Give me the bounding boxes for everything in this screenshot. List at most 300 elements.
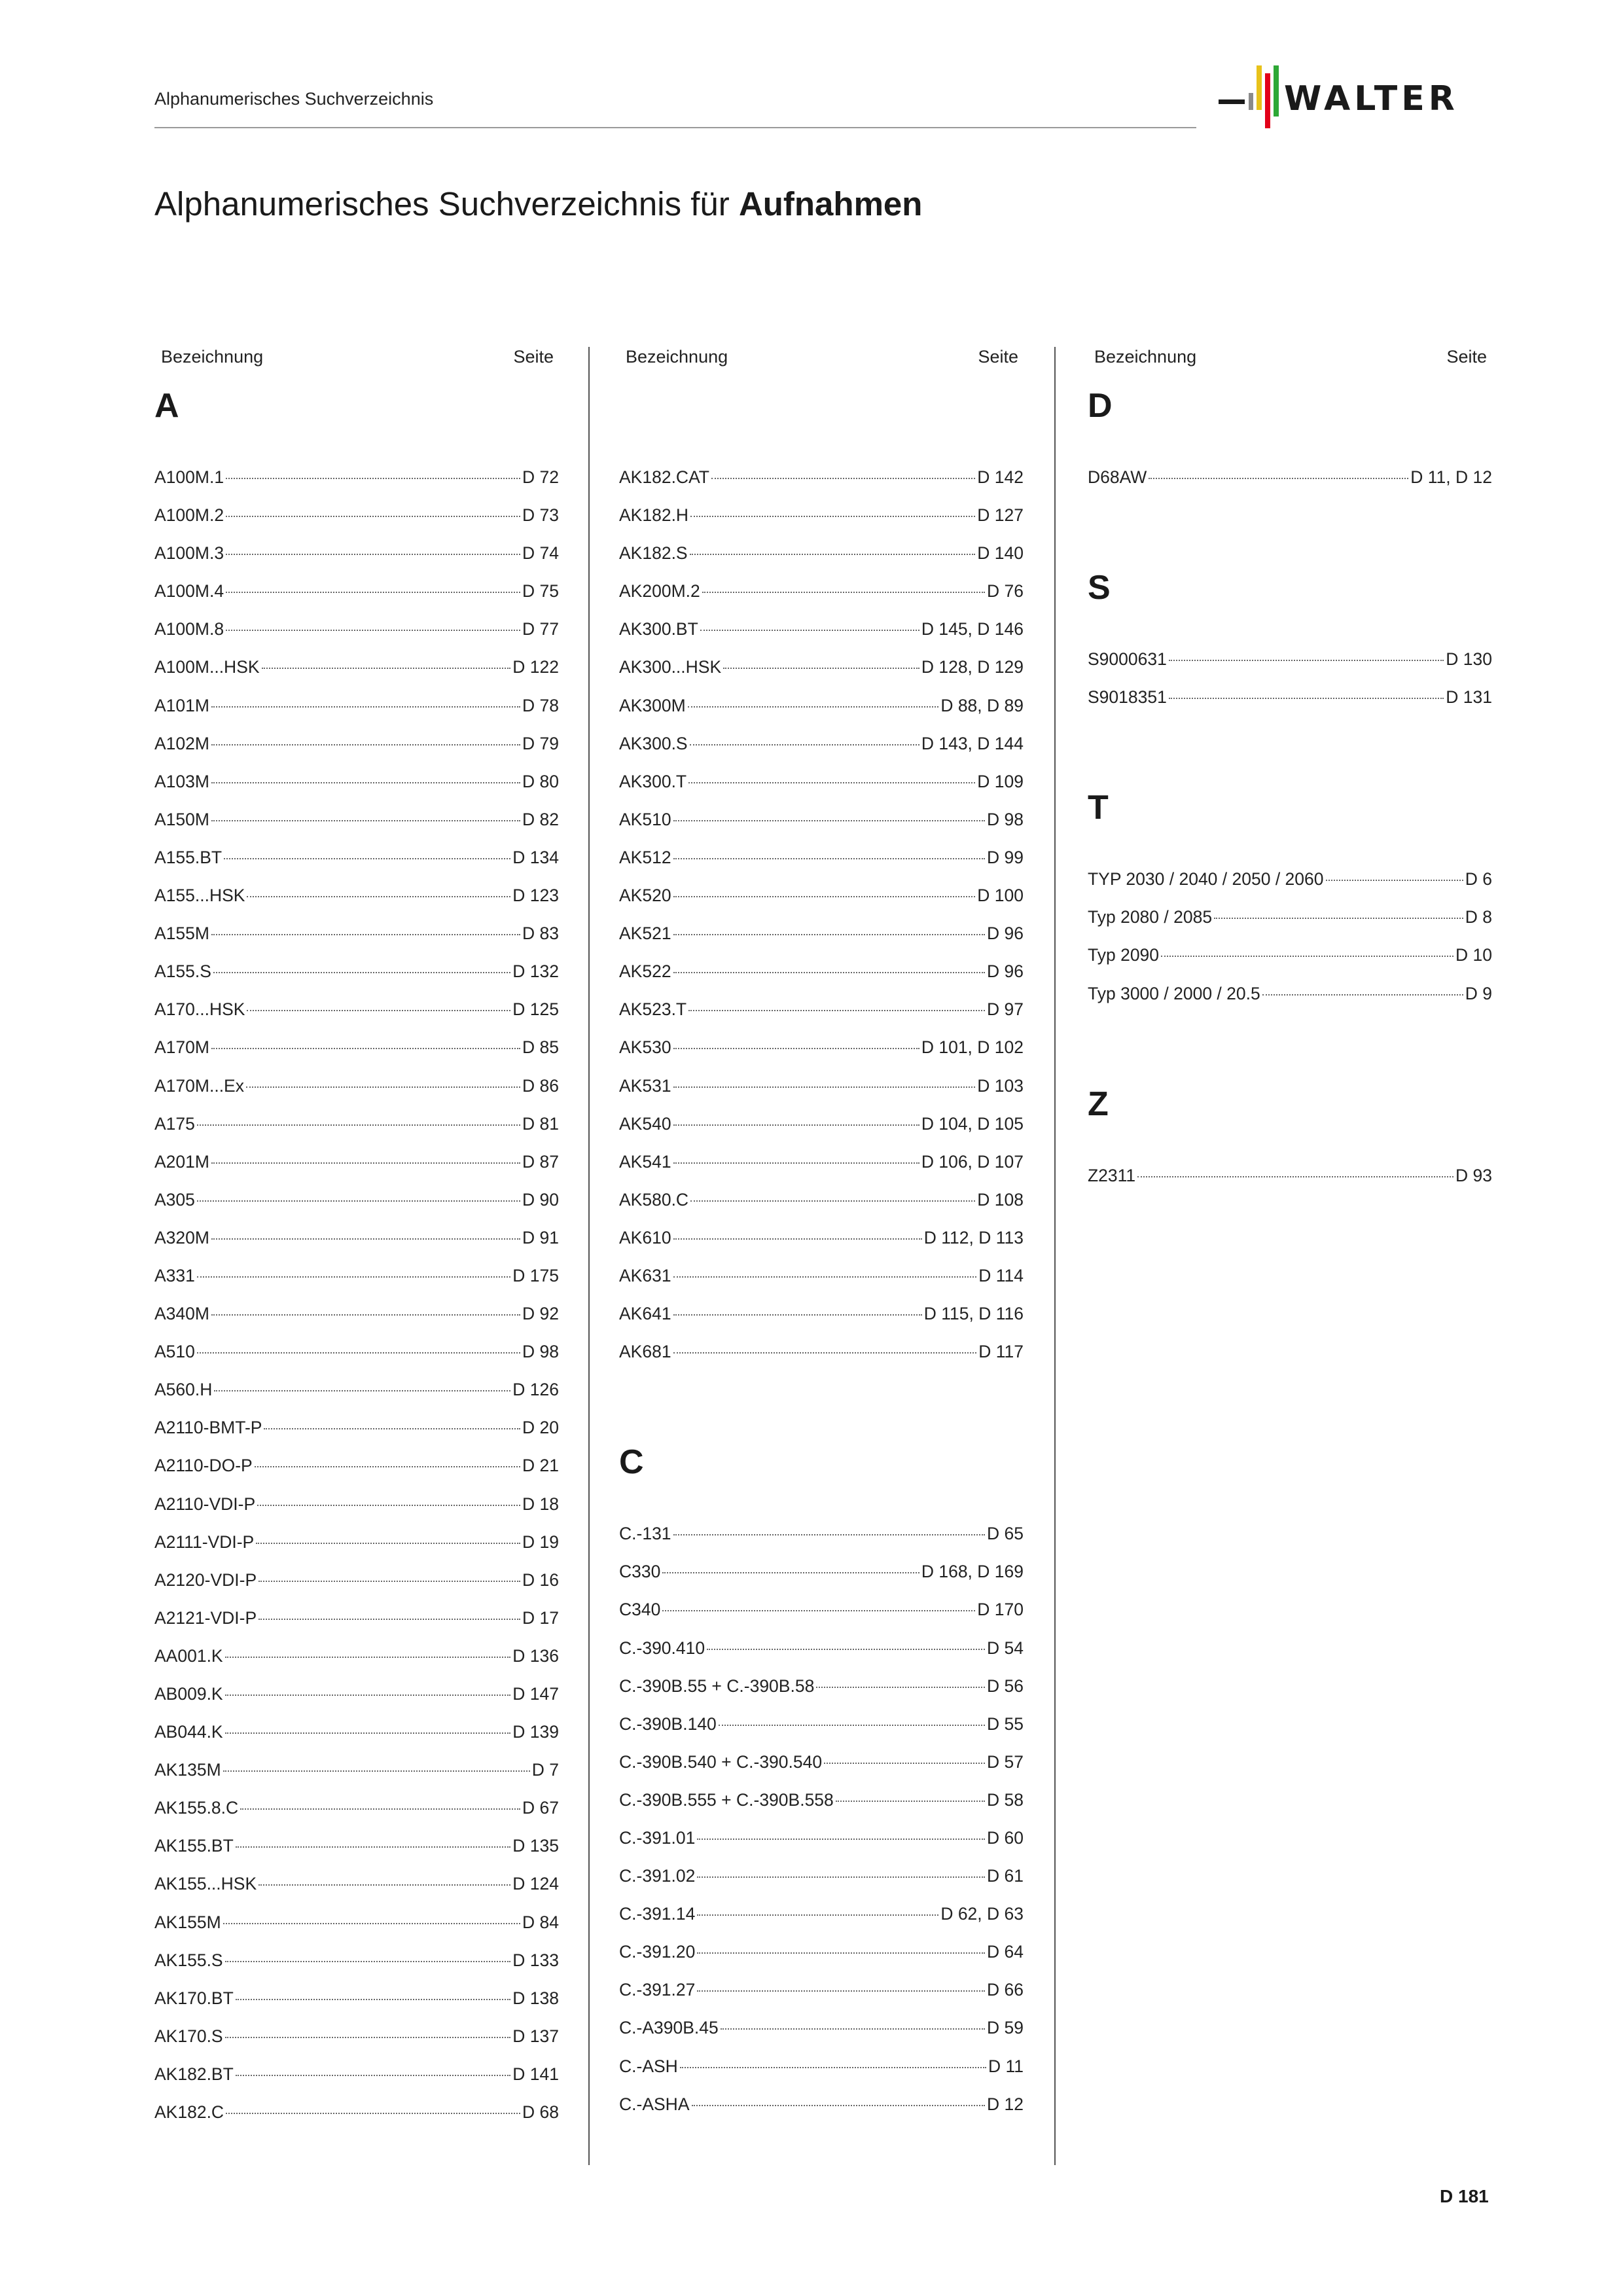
column-header-page: Seite [513, 346, 554, 367]
leader-dots [673, 1086, 976, 1088]
leader-dots [673, 1314, 922, 1316]
leader-dots [259, 1884, 510, 1886]
section-letter: Z [1088, 1085, 1109, 1123]
index-entry [154, 924, 559, 961]
entry-name: A170M...Ex [154, 1075, 244, 1096]
entry-name: AK531 [619, 1075, 671, 1096]
entry-name: C330 [619, 1562, 661, 1582]
entry-name: AK580.C [619, 1189, 689, 1210]
index-entry [154, 1570, 559, 1608]
leader-dots [223, 1770, 530, 1772]
leader-dots [259, 1581, 520, 1582]
entry-name: A100M.4 [154, 581, 224, 601]
leader-dots [211, 706, 520, 708]
logo-bar-green [1274, 65, 1279, 117]
entry-page: D 98 [522, 1342, 559, 1362]
entry-page: D 84 [522, 1912, 559, 1932]
column-header [154, 340, 559, 373]
index-entry [154, 1722, 559, 1760]
entry-name: C.-390.410 [619, 1638, 705, 1658]
index-entry [1088, 1166, 1492, 1204]
entry-name: A100M.8 [154, 619, 224, 639]
entry-page: D 130 [1446, 649, 1492, 670]
index-entry [619, 1638, 1024, 1676]
entry-page: D 125 [512, 999, 559, 1020]
entry-page: D 138 [512, 1988, 559, 2008]
index-entry [1088, 869, 1492, 907]
entry-name: AK182.BT [154, 2064, 234, 2084]
index-entry [154, 467, 559, 505]
logo-text: WALTER [1284, 79, 1459, 118]
index-entry [619, 1190, 1024, 1228]
entry-page: D 142 [977, 467, 1024, 487]
leader-dots [673, 820, 985, 821]
index-entry [154, 1608, 559, 1646]
index-entry [619, 810, 1024, 848]
entry-name: AK170.S [154, 2026, 223, 2046]
leader-dots [673, 972, 985, 973]
index-entry [154, 543, 559, 581]
leader-dots [236, 2075, 510, 2076]
entry-page: D 91 [522, 1227, 559, 1247]
leader-dots [255, 1466, 520, 1467]
entry-name: AK300.S [619, 733, 688, 753]
leader-dots [226, 478, 520, 479]
entry-name: AK610 [619, 1227, 671, 1247]
entry-name: AK155.8.C [154, 1798, 239, 1818]
column-header-page: Seite [1446, 346, 1487, 367]
entry-page: D 86 [522, 1075, 559, 1096]
entry-name: A100M...HSK [154, 657, 260, 677]
index-entry [619, 1790, 1024, 1828]
entry-name: C.-391.02 [619, 1866, 696, 1886]
entry-page: D 106, D 107 [921, 1151, 1024, 1172]
entry-page: D 72 [522, 467, 559, 487]
leader-dots [673, 1352, 977, 1354]
leader-dots [211, 1162, 520, 1164]
index-entry [619, 657, 1024, 695]
leader-dots [1262, 994, 1463, 996]
entry-name: AK182.S [619, 543, 688, 564]
leader-dots [262, 668, 511, 669]
index-entry [154, 657, 559, 695]
entry-name: A2120-VDI-P [154, 1570, 257, 1590]
index-entry [619, 1114, 1024, 1152]
index-entry [154, 1342, 559, 1380]
entry-page: D 131 [1446, 687, 1492, 708]
index-entry [619, 1562, 1024, 1600]
column-body [154, 373, 559, 2140]
section-letter: T [1088, 789, 1109, 827]
index-entry [619, 1752, 1024, 1790]
entry-page: D 100 [977, 886, 1024, 906]
leader-dots [690, 554, 976, 555]
entry-name: C.-131 [619, 1524, 671, 1544]
entry-page: D 80 [522, 771, 559, 791]
entry-page: D 137 [512, 2026, 559, 2046]
leader-dots [197, 1352, 520, 1354]
entry-page: D 77 [522, 619, 559, 639]
leader-dots [1137, 1176, 1454, 1177]
index-column-1 [154, 340, 559, 2140]
entry-page: D 83 [522, 924, 559, 944]
entry-page: D 103 [977, 1075, 1024, 1096]
entry-page: D 87 [522, 1151, 559, 1172]
entry-name: AK540 [619, 1113, 671, 1134]
index-entry [619, 886, 1024, 924]
entry-page: D 16 [522, 1570, 559, 1590]
leader-dots [247, 1010, 510, 1011]
entry-page: D 126 [512, 1380, 559, 1400]
entry-page: D 136 [512, 1645, 559, 1666]
leader-dots [824, 1763, 985, 1764]
header-title: Alphanumerisches Suchverzeichnis [154, 89, 434, 109]
leader-dots [1149, 478, 1408, 479]
leader-dots [688, 782, 975, 783]
entry-page: D 109 [977, 771, 1024, 791]
leader-dots [211, 1238, 520, 1240]
index-section [1088, 775, 1492, 1021]
leader-dots [702, 592, 985, 593]
index-entry [154, 1836, 559, 1874]
header-divider [154, 127, 1196, 128]
entry-page: D 56 [987, 1676, 1024, 1696]
logo-bar-yellow [1257, 65, 1262, 110]
leader-dots [211, 934, 520, 935]
leader-dots [673, 1238, 922, 1240]
entry-name: C.-390B.55 + C.-390B.58 [619, 1676, 815, 1696]
entry-page: D 147 [512, 1684, 559, 1704]
leader-dots [697, 1876, 985, 1878]
leader-dots [246, 1086, 520, 1088]
entry-name: Z2311 [1088, 1165, 1136, 1185]
leader-dots [226, 2113, 520, 2114]
entry-page: D 55 [987, 1713, 1024, 1734]
column-header [619, 340, 1024, 373]
entry-name: Typ 2080 / 2085 [1088, 907, 1213, 927]
page-title-bold: Aufnahmen [738, 185, 923, 223]
entry-name: AK641 [619, 1304, 671, 1324]
entry-name: D68AW [1088, 467, 1147, 487]
leader-dots [226, 630, 520, 631]
leader-dots [197, 1276, 510, 1278]
index-entry [154, 1798, 559, 1836]
leader-dots [264, 1428, 520, 1429]
entry-page: D 104, D 105 [921, 1113, 1024, 1134]
entry-name: A2121-VDI-P [154, 1607, 257, 1628]
index-entry [154, 810, 559, 848]
leader-dots [211, 1314, 520, 1316]
leader-dots [1214, 918, 1463, 919]
index-entry [154, 1266, 559, 1304]
entry-page: D 128, D 129 [921, 657, 1024, 677]
entry-name: C340 [619, 1600, 661, 1620]
entry-page: D 141 [512, 2064, 559, 2084]
index-entry [154, 886, 559, 924]
walter-logo [1219, 59, 1493, 131]
entry-name: AK300M [619, 695, 686, 715]
entry-page: D 81 [522, 1113, 559, 1134]
leader-dots [673, 934, 985, 935]
index-entry [154, 1304, 559, 1342]
index-entry [619, 2094, 1024, 2132]
leader-dots [226, 554, 520, 555]
column-header-name: Bezeichnung [161, 346, 264, 367]
leader-dots [680, 2067, 986, 2068]
index-entry [619, 848, 1024, 886]
index-section [1088, 555, 1492, 725]
entry-name: A100M.3 [154, 543, 224, 564]
entry-page: D 133 [512, 1950, 559, 1970]
entry-page: D 12 [987, 2094, 1024, 2114]
leader-dots [211, 782, 520, 783]
leader-dots [240, 1808, 520, 1810]
index-entry [154, 1912, 559, 1950]
index-entry [619, 1342, 1024, 1380]
index-entry [1088, 649, 1492, 687]
leader-dots [692, 2105, 986, 2106]
leader-dots [1169, 698, 1444, 699]
index-entry [154, 2026, 559, 2064]
index-entry [1088, 945, 1492, 983]
entry-page: D 122 [512, 657, 559, 677]
entry-name: AK523.T [619, 999, 687, 1020]
entry-page: D 73 [522, 505, 559, 526]
index-entry [154, 1228, 559, 1266]
leader-dots [697, 1914, 938, 1916]
column-header-name: Bezeichnung [1094, 346, 1197, 367]
entry-page: D 64 [987, 1942, 1024, 1962]
leader-dots [836, 1801, 985, 1802]
entry-name: Typ 3000 / 2000 / 20.5 [1088, 983, 1260, 1003]
entry-page: D 57 [987, 1751, 1024, 1772]
entry-page: D 96 [987, 961, 1024, 982]
leader-dots [673, 1048, 919, 1049]
entry-name: AK300.T [619, 771, 687, 791]
entry-page: D 11, D 12 [1410, 467, 1492, 487]
entry-page: D 114 [978, 1265, 1024, 1285]
leader-dots [257, 1505, 520, 1506]
leader-dots [721, 2028, 985, 2030]
leader-dots [719, 1725, 985, 1726]
entry-page: D 168, D 169 [921, 1562, 1024, 1582]
leader-dots [224, 858, 510, 859]
entry-page: D 123 [512, 886, 559, 906]
entry-page: D 54 [987, 1638, 1024, 1658]
index-entry [619, 1828, 1024, 1866]
entry-name: AK155M [154, 1912, 221, 1932]
index-section [619, 1429, 1024, 2132]
entry-page: D 10 [1455, 945, 1492, 965]
entry-name: AK512 [619, 847, 671, 867]
leader-dots [688, 706, 939, 708]
leader-dots [673, 896, 976, 897]
leader-dots [197, 1200, 520, 1202]
index-entry [619, 696, 1024, 734]
entry-page: D 21 [522, 1456, 559, 1476]
entry-name: AA001.K [154, 1645, 223, 1666]
page-title [154, 185, 922, 223]
entry-page: D 68 [522, 2102, 559, 2123]
index-entry [619, 1980, 1024, 2018]
entry-name: AK510 [619, 809, 671, 829]
entry-name: AK521 [619, 924, 671, 944]
entry-page: D 108 [977, 1189, 1024, 1210]
index-entry [1088, 907, 1492, 945]
entry-page: D 98 [987, 809, 1024, 829]
index-entry [154, 1988, 559, 2026]
index-entry [1088, 687, 1492, 725]
index-entry [154, 1380, 559, 1418]
index-entry [154, 619, 559, 657]
entry-name: A305 [154, 1189, 195, 1210]
entry-name: C.-391.27 [619, 1980, 696, 2000]
leader-dots [226, 592, 520, 593]
entry-page: D 18 [522, 1494, 559, 1514]
entry-page: D 96 [987, 924, 1024, 944]
leader-dots [259, 1619, 520, 1620]
entry-page: D 92 [522, 1304, 559, 1324]
entry-name: S9000631 [1088, 649, 1167, 670]
index-entry [619, 543, 1024, 581]
entry-page: D 140 [977, 543, 1024, 564]
logo-bar-red [1265, 73, 1270, 128]
index-entry [154, 1076, 559, 1114]
leader-dots [256, 1543, 520, 1544]
index-entry [154, 1760, 559, 1798]
index-section [154, 373, 559, 2140]
leader-dots [697, 1990, 985, 1992]
index-entry [619, 999, 1024, 1037]
entry-name: C.-A390B.45 [619, 2018, 719, 2038]
index-entry [619, 2056, 1024, 2094]
leader-dots [723, 668, 919, 669]
entry-name: A101M [154, 695, 209, 715]
leader-dots [816, 1687, 985, 1688]
column-body [619, 373, 1024, 2132]
leader-dots [697, 1952, 985, 1954]
index-entry [154, 1684, 559, 1722]
entry-page: D 135 [512, 1836, 559, 1856]
entry-name: A155.S [154, 961, 211, 982]
leader-dots [673, 1276, 977, 1278]
leader-dots [211, 820, 520, 821]
entry-page: D 90 [522, 1189, 559, 1210]
section-letter: C [619, 1443, 644, 1482]
entry-name: AK200M.2 [619, 581, 700, 601]
entry-page: D 117 [978, 1342, 1024, 1362]
page-title-regular: Alphanumerisches Suchverzeichnis für [154, 185, 739, 223]
index-entry [154, 848, 559, 886]
entry-page: D 99 [987, 847, 1024, 867]
entry-name: AK520 [619, 886, 671, 906]
entry-name: A155.BT [154, 847, 223, 867]
entry-page: D 61 [987, 1866, 1024, 1886]
logo-bar-gray [1249, 93, 1253, 110]
section-letter: S [1088, 569, 1111, 607]
index-entry [619, 467, 1024, 505]
entry-name: A155M [154, 924, 209, 944]
index-entry [619, 619, 1024, 657]
leader-dots [1169, 660, 1444, 661]
leader-dots [662, 1610, 975, 1611]
index-section [1088, 373, 1492, 505]
page-number: D 181 [1440, 2186, 1489, 2206]
leader-dots [211, 744, 520, 745]
entry-name: C.-391.14 [619, 1904, 696, 1924]
leader-dots [688, 1010, 985, 1011]
entry-name: AK135M [154, 1760, 221, 1780]
entry-name: AK182.CAT [619, 467, 709, 487]
index-entry [619, 1266, 1024, 1304]
entry-page: D 115, D 116 [923, 1304, 1024, 1324]
section-letter [619, 373, 1024, 467]
index-entry [154, 1874, 559, 1912]
leader-dots [225, 2037, 511, 2038]
entry-page: D 88, D 89 [940, 695, 1024, 715]
leader-dots [697, 1839, 985, 1840]
entry-page: D 143, D 144 [921, 733, 1024, 753]
index-entry [619, 961, 1024, 999]
column-header-page: Seite [978, 346, 1018, 367]
entry-name: TYP 2030 / 2040 / 2050 / 2060 [1088, 869, 1324, 889]
index-entry [619, 1152, 1024, 1190]
entry-page: D 20 [522, 1418, 559, 1438]
entry-page: D 17 [522, 1607, 559, 1628]
index-entry [619, 581, 1024, 619]
entry-page: D 11 [988, 2056, 1024, 2076]
index-entry [619, 1904, 1024, 1942]
entry-name: AK530 [619, 1037, 671, 1058]
entry-page: D 85 [522, 1037, 559, 1058]
entry-name: AK300...HSK [619, 657, 722, 677]
column-header-name: Bezeichnung [626, 346, 728, 367]
index-entry [619, 1714, 1024, 1752]
entry-name: AK182.H [619, 505, 689, 526]
leader-dots [213, 972, 510, 973]
leader-dots [707, 1649, 985, 1650]
leader-dots [247, 896, 510, 897]
entry-name: C.-ASHA [619, 2094, 690, 2114]
leader-dots [225, 1695, 511, 1696]
leader-dots [197, 1124, 520, 1126]
column-body [1088, 373, 1492, 1204]
index-entry [619, 1866, 1024, 1904]
entry-name: A560.H [154, 1380, 213, 1400]
leader-dots [225, 1961, 511, 1962]
leader-dots [214, 1390, 510, 1391]
entry-page: D 7 [531, 1760, 559, 1780]
entry-name: AK155...HSK [154, 1874, 257, 1894]
index-column-2 [619, 340, 1024, 2132]
entry-name: AK155.BT [154, 1836, 234, 1856]
leader-dots [690, 744, 919, 745]
entry-name: C.-390B.540 + C.-390.540 [619, 1751, 823, 1772]
leader-dots [711, 478, 975, 479]
entry-name: C.-391.20 [619, 1942, 696, 1962]
index-entry [619, 1524, 1024, 1562]
entry-page: D 101, D 102 [921, 1037, 1024, 1058]
logo-dash [1219, 99, 1245, 104]
entry-name: AK631 [619, 1265, 671, 1285]
leader-dots [226, 516, 520, 517]
section-letter: A [154, 387, 179, 425]
entry-page: D 175 [512, 1265, 559, 1285]
entry-name: A155...HSK [154, 886, 245, 906]
entry-name: A2110-VDI-P [154, 1494, 256, 1514]
entry-page: D 145, D 146 [921, 619, 1024, 639]
index-entry [154, 1037, 559, 1075]
